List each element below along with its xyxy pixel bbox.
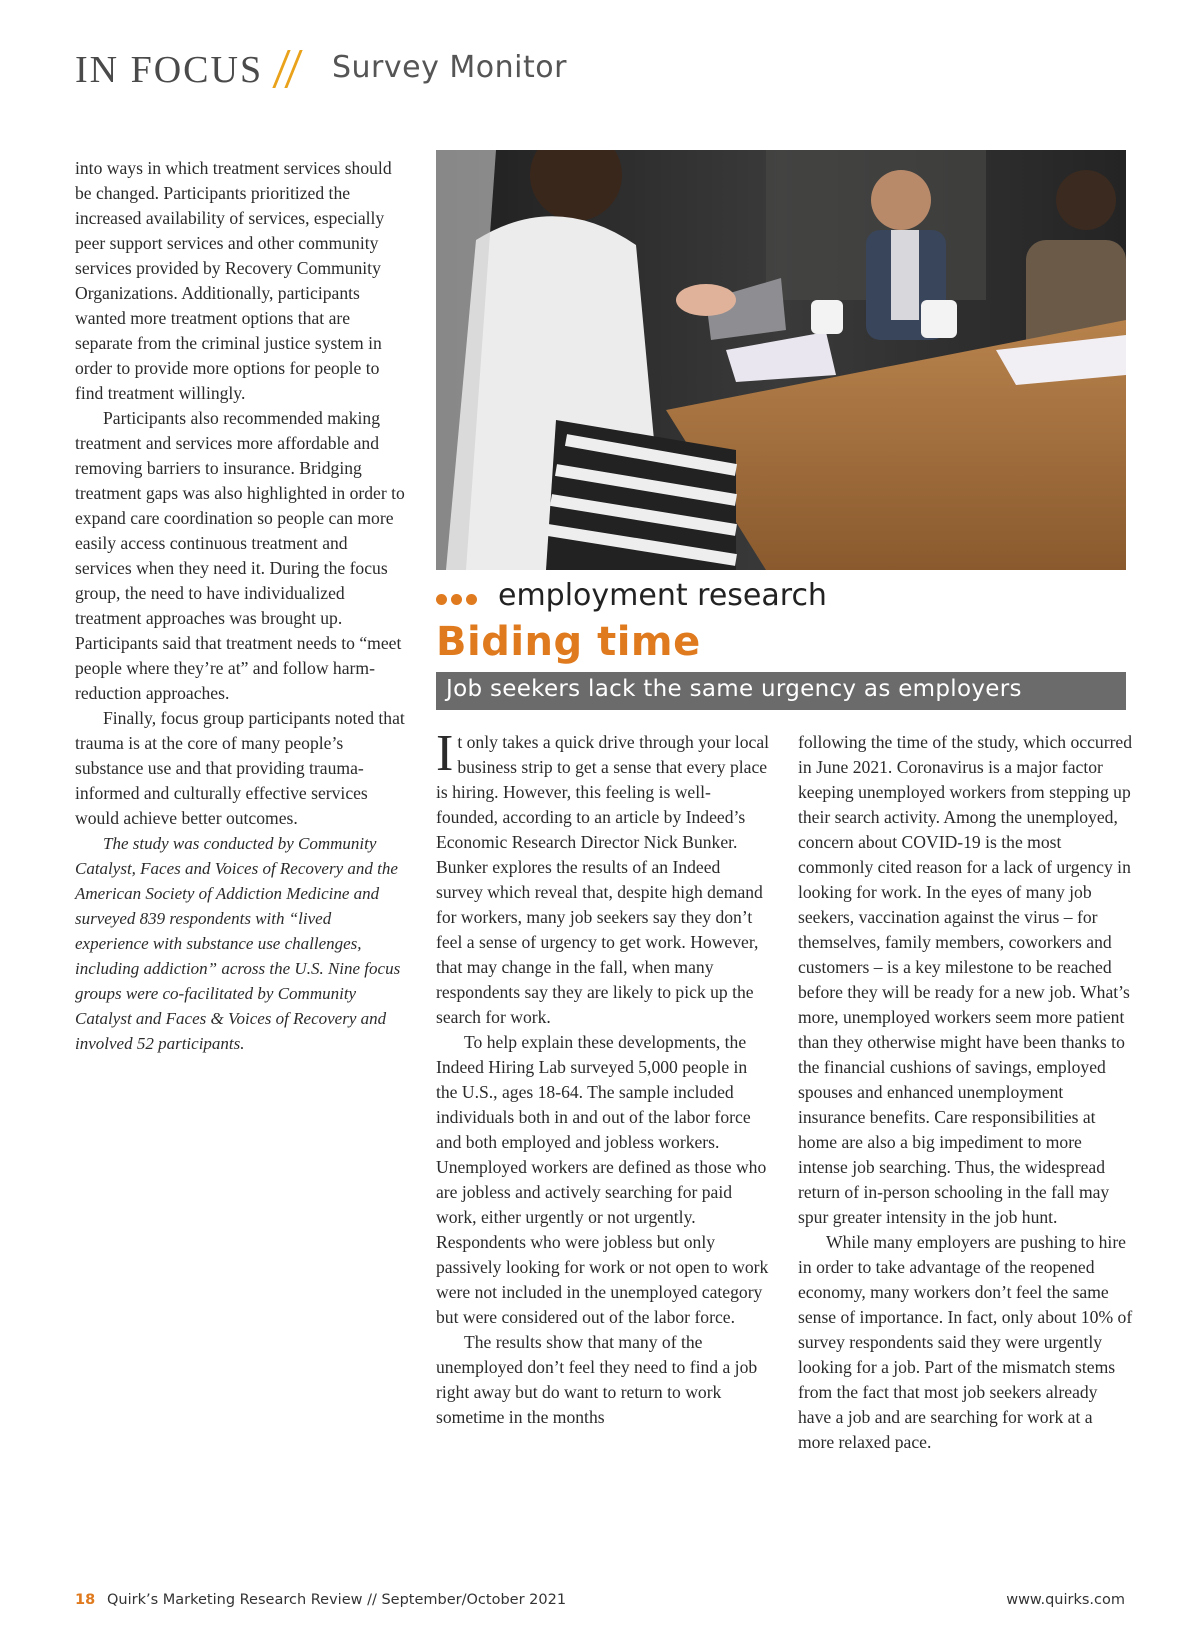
publication-info: Quirk’s Marketing Research Review // September/October 2021 [107,1592,567,1608]
page-number: 18 [75,1592,96,1608]
header-divider-slashes [270,44,310,90]
article-column-2 [798,730,1133,1455]
article-paragraph-5: While many employers are pushing to hire in order to take advantage of the reopened economy, many workers don’t feel the same sense of importance. In fact, only about 10% of survey respondents said they were urgently looking for a job. Part of the mismatch stems from the fact that most job seekers already have a job and are searching for work at a more relaxed pace. [798,1232,1133,1452]
left-column [75,156,405,1056]
page-header [75,44,1125,94]
subhead-bar [436,672,1126,710]
meeting-photo-illustration [436,150,1126,570]
subsection-title: Survey Monitor [332,50,567,85]
article-headline: Biding time [436,619,701,665]
page-footer [75,1592,1125,1616]
article-paragraph-3: The results show that many of the unemployed don’t feel they need to find a job right away but do want to return to work sometime in the months [436,1332,758,1427]
meeting-photo [436,150,1126,570]
study-note: The study was conducted by Community Catalyst, Faces and Voices of Recovery and the American Society of Addiction Medicine and surveyed 839 respondents with “lived experience with substance use challenges, including addiction” across the U.S. Nine focus groups were co-facilitated by Community Catalyst and Faces & Voices of Recovery and involved 52 participants. [75,834,401,1053]
left-paragraph-3: Finally, focus group participants noted that trauma is at the core of many people’s substance use and that providing trauma-informed and culturally effective services would achieve better outcomes. [75,708,405,828]
article-paragraph-1-text: t only takes a quick drive through your local business strip to get a sense that every place is hiring. However, this feeling is well-founded, according to an article by Indeed’s Economic Research Director Nick Bunker. Bunker explores the results of an Indeed survey which reveal that, despite high demand for workers, many job seekers say they don’t feel a sense of urgency to get work. However, that may change in the fall, when many respondents say they are likely to pick up the search for work. [436,732,770,1027]
bullet-dots-icon [436,592,481,610]
article-column-1 [436,725,770,1430]
article-subhead: Job seekers lack the same urgency as employers [446,676,1022,702]
article-paragraph-1 [436,725,770,1030]
article-paragraph-4: following the time of the study, which occurred in June 2021. Coronavirus is a major factor keeping unemployed workers from stepping up their search activity. Among the unemployed, concern about COVID-19 is the most commonly cited reason for a lack of urgency in looking for work. In the eyes of many job seekers, vaccination against the virus – for themselves, family members, coworkers and customers – is a key milestone to be reached before they will be ready for a new job. What’s more, unemployed workers seem more patient than they otherwise might have been thanks to the financial cushions of savings, employed spouses and enhanced unemployment insurance benefits. Care responsibilities at home are also a big impediment to more intense job searching. Thus, the widespread return of in-person schooling in the fall may spur greater intensity in the job hunt. [798,732,1133,1227]
drop-cap: I [436,725,454,782]
section-label-text: employment research [498,578,827,613]
article-paragraph-2: To help explain these developments, the Indeed Hiring Lab surveyed 5,000 people in the U.S., ages 18-64. The sample included individuals both in and out of the labor force and both employed and jobless workers. Unemployed workers are defined as those who are jobless and actively searching for paid work, either urgently or not urgently. Respondents who were jobless but only passively looking for work or not open to work were not included in the unemployed category but were considered out of the labor force. [436,1032,769,1327]
left-paragraph-1: into ways in which treatment services should be changed. Participants prioritized the increased availability of services, especially peer support services and other community services provided by Recovery Community Organizations. Additionally, participants wanted more treatment options that are separate from the criminal justice system in order to provide more options for people to find treatment willingly. [75,158,392,403]
website-link[interactable]: www.quirks.com [1006,1592,1125,1608]
left-paragraph-2: Participants also recommended making treatment and services more affordable and removing barriers to insurance. Bridging treatment gaps was also highlighted in order to expand care coordination so people can more easily access continuous treatment and services when they need it. During the focus group, the need to have individualized treatment approaches was brought up. Participants said that treatment needs to “meet people where they’re at” and follow harm-reduction approaches. [75,408,405,703]
section-label [436,578,1126,618]
section-title: IN FOCUS [75,49,264,91]
